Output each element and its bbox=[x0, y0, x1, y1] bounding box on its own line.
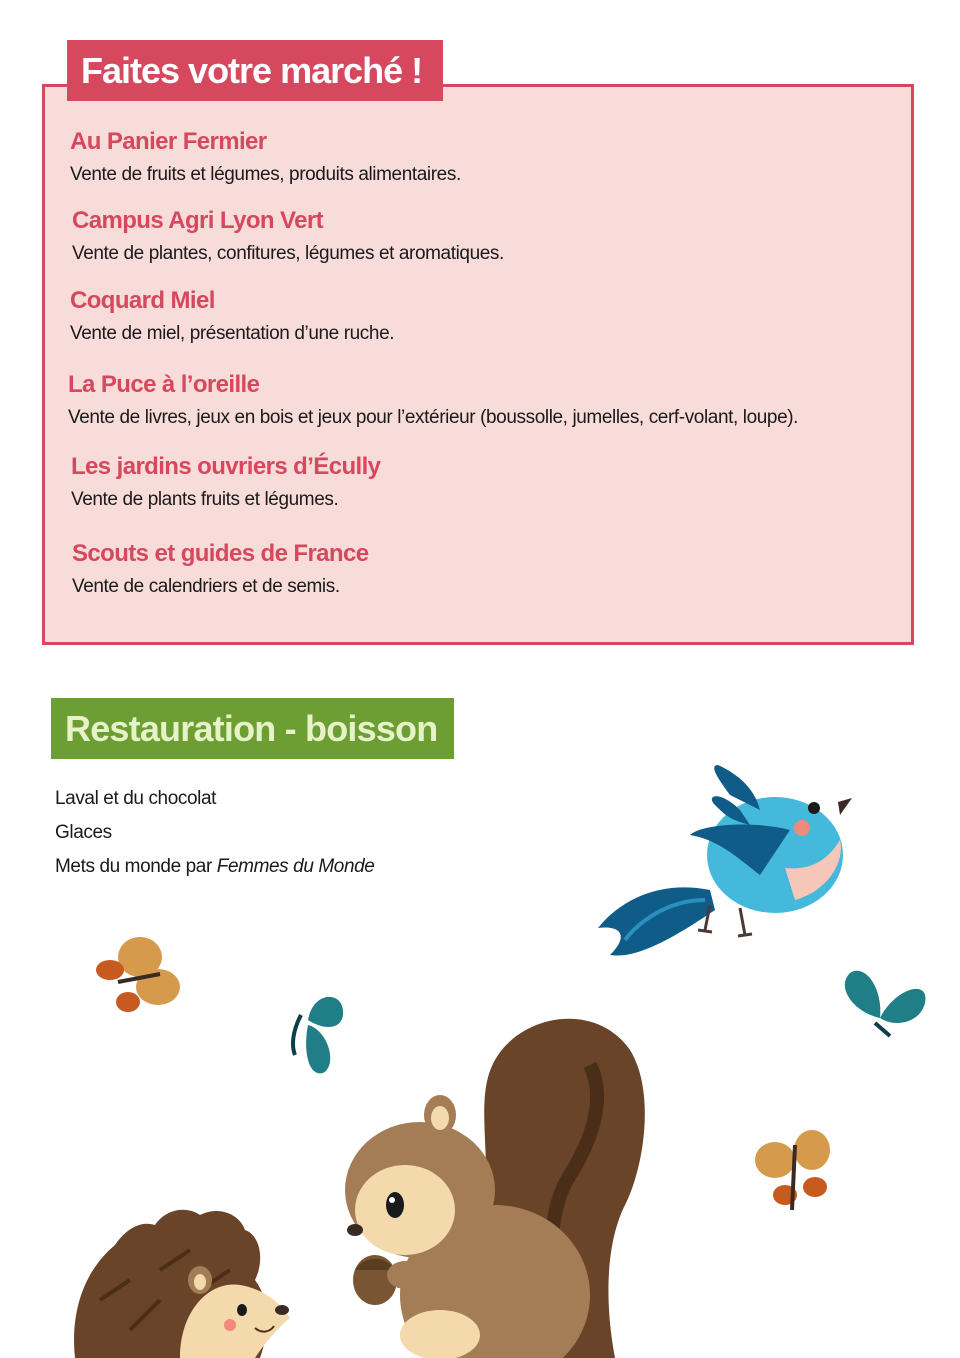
hedgehog-icon bbox=[70, 1200, 295, 1358]
vendor-description: Vente de calendriers et de semis. bbox=[72, 576, 340, 597]
mets-organisation: Femmes du Monde bbox=[216, 856, 375, 877]
vendor-name: Coquard Miel bbox=[70, 287, 215, 314]
vendor-item bbox=[72, 540, 368, 598]
list-item: Glaces bbox=[55, 822, 112, 843]
vendor-description: Vente de plants fruits et légumes. bbox=[71, 489, 339, 510]
butterfly-icon bbox=[88, 932, 183, 1022]
market-title: Faites votre marché ! bbox=[67, 40, 443, 101]
vendor-description: Vente de livres, jeux en bois et jeux pour l’extérieur (boussolle, jumelles, cerf-volant, loupe). bbox=[68, 407, 799, 428]
vendor-item bbox=[68, 371, 798, 429]
list-item bbox=[55, 856, 374, 890]
vendor-item bbox=[70, 287, 394, 345]
vendor-name: La Puce à l’oreille bbox=[68, 371, 260, 398]
vendor-description: Vente de fruits et légumes, produits alimentaires. bbox=[70, 164, 461, 185]
mets-prefix: Mets du monde par bbox=[55, 856, 217, 877]
vendor-name: Les jardins ouvriers d’Écully bbox=[71, 453, 381, 480]
vendor-item bbox=[70, 128, 461, 186]
vendor-name: Campus Agri Lyon Vert bbox=[72, 207, 324, 234]
squirrel-icon bbox=[345, 1005, 655, 1358]
list-item: Laval et du chocolat bbox=[55, 788, 217, 809]
vendor-description: Vente de miel, présentation d’une ruche. bbox=[70, 323, 395, 344]
butterfly-icon bbox=[750, 1125, 835, 1220]
vendor-item bbox=[71, 453, 380, 511]
vendor-name: Scouts et guides de France bbox=[72, 540, 369, 567]
restauration-list bbox=[55, 788, 374, 890]
butterfly-icon bbox=[835, 968, 930, 1043]
vendor-description: Vente de plantes, confitures, légumes et aromatiques. bbox=[72, 243, 504, 264]
bird-icon bbox=[590, 760, 860, 970]
vendor-name: Au Panier Fermier bbox=[70, 128, 267, 155]
vendor-item bbox=[72, 207, 504, 265]
butterfly-icon bbox=[283, 985, 353, 1080]
restauration-title: Restauration - boisson bbox=[51, 698, 454, 759]
